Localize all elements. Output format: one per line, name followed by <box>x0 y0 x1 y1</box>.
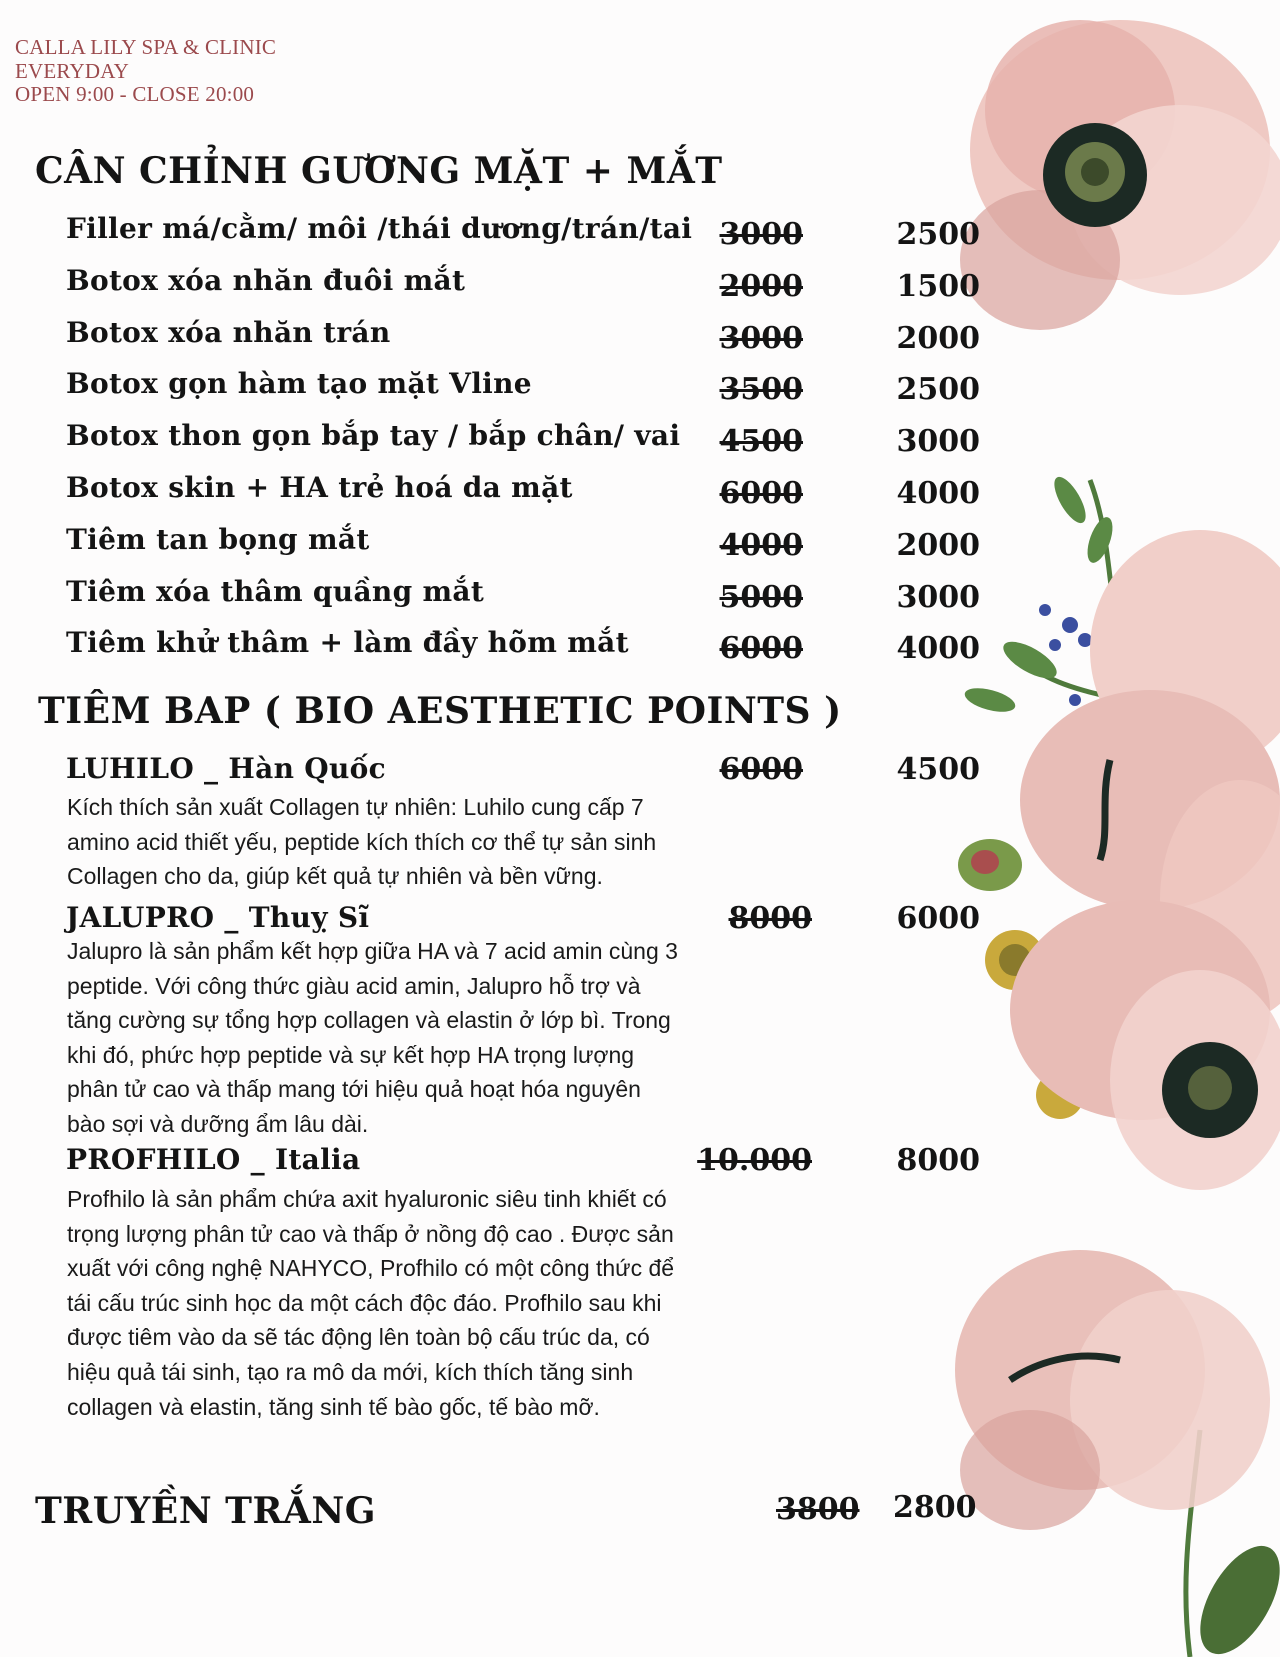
new-price: 3000 <box>896 579 980 615</box>
spa-header <box>15 36 276 107</box>
service-name: Tiêm xóa thâm quầng mắt <box>66 574 485 608</box>
service-row <box>66 575 980 619</box>
spa-name: CALLA LILY SPA & CLINIC <box>15 35 277 59</box>
service-name: Tiêm tan bọng mắt <box>66 522 370 556</box>
new-price: 1500 <box>896 268 980 304</box>
service-row <box>66 316 980 360</box>
new-price: 2500 <box>896 217 980 252</box>
service-name: JALUPRO _ Thuỵ Sĩ <box>66 901 370 934</box>
service-description-profhilo: Profhilo là sản phẩm chứa axit hyaluronic siêu tinh khiết có trọng lượng phân tử cao và thấp ở nồng độ cao . Được sản xuất với công nghệ NAHYCO, Profhilo có một công thức để tái cấu trúc sinh học da một cách độc đáo. Profhilo sau khi được tiêm vào da sẽ tác động lên toàn bộ cấu trúc da, có hiệu quả tái sinh, tạo ra mô da mới, kích thích tăng sinh collagen và elastin, tăng sinh tế bào gốc, tế bào mỡ. <box>67 1186 675 1420</box>
old-price: 6000 <box>719 752 803 787</box>
old-price: 4000 <box>719 527 803 563</box>
old-price: 6000 <box>719 631 803 667</box>
poppy-flowers-illustration <box>950 0 1280 1657</box>
old-price: 3000 <box>719 320 803 356</box>
old-price: 3500 <box>719 372 803 408</box>
section-title-face-contouring: CÂN CHỈNH GƯƠNG MẶT + MẮT <box>35 150 723 192</box>
service-name: Botox thon gọn bắp tay / bắp chân/ vai <box>66 419 681 453</box>
service-row-profhilo <box>66 1143 980 1187</box>
service-description-jalupro: Jalupro là sản phẩm kết hợp giữa HA và 7 acid amin cùng 3 peptide. Với công thức giàu acid amin, Jalupro hỗ trợ và tăng cường sự tổng hợp collagen và elastin ở lớp bì. Trong khi đó, phức hợp peptide và sự kết hợp HA trọng lượng phân tử cao và thấp mang tới hiệu quả hoạt hóa nguyên bào sợi và dưỡng ẩm lâu dài. <box>67 938 678 1137</box>
service-row <box>66 212 980 256</box>
service-description-luhilo: Kích thích sản xuất Collagen tự nhiên: Luhilo cung cấp 7 amino acid thiết yếu, peptide kích thích cơ thể tự sản sinh Collagen cho da, giúp kết quả tự nhiên và bền vững. <box>67 794 657 890</box>
new-price: 6000 <box>896 901 980 936</box>
service-row <box>66 471 980 515</box>
service-name: Tiêm khử thâm + làm đầy hõm mắt <box>66 626 629 660</box>
section-title-bap: TIÊM BAP ( BIO AESTHETIC POINTS ) <box>38 690 842 732</box>
service-name: LUHILO _ Hàn Quốc <box>66 752 386 785</box>
old-price: 5000 <box>719 579 803 615</box>
service-row <box>66 264 980 308</box>
service-name: Botox xóa nhăn đuôi mắt <box>66 263 466 297</box>
old-price: 2000 <box>719 268 803 304</box>
open-days: EVERYDAY <box>15 58 130 83</box>
old-price: 8000 <box>728 901 812 936</box>
service-row <box>66 367 980 411</box>
new-price: 2000 <box>896 527 980 563</box>
new-price: 2000 <box>896 320 980 356</box>
new-price: 8000 <box>896 1143 980 1178</box>
opening-hours: OPEN 9:00 - CLOSE 20:00 <box>15 82 255 106</box>
service-name: Filler má/cằm/ môi /thái dương/trán/tai <box>66 212 693 245</box>
service-name: Botox skin + HA trẻ hoá da mặt <box>66 471 573 504</box>
service-name: Botox gọn hàm tạo mặt Vline <box>66 367 532 401</box>
service-row <box>66 626 980 670</box>
new-price: 2500 <box>896 372 980 408</box>
new-price: 3000 <box>896 424 980 460</box>
service-name: Botox xóa nhăn trán <box>66 315 391 349</box>
old-price: 4500 <box>719 424 803 460</box>
old-price: 10.000 <box>697 1143 812 1178</box>
new-price: 4000 <box>896 631 980 667</box>
bottom-poppy-icon <box>955 1250 1270 1530</box>
service-row <box>66 523 980 567</box>
lower-poppy-icon <box>1010 900 1280 1190</box>
old-price: 6000 <box>719 476 803 511</box>
service-name: PROFHILO _ Italia <box>66 1143 361 1176</box>
iv-whitening-old-price: 3800 <box>776 1492 860 1527</box>
new-price: 4500 <box>896 752 980 787</box>
top-poppy-icon <box>960 20 1280 330</box>
iv-whitening-new-price: 2800 <box>893 1490 977 1525</box>
new-price: 4000 <box>896 476 980 511</box>
section-title-iv-whitening: TRUYỀN TRẮNG <box>35 1490 376 1532</box>
service-row <box>66 419 980 463</box>
old-price: 3000 <box>719 217 803 252</box>
